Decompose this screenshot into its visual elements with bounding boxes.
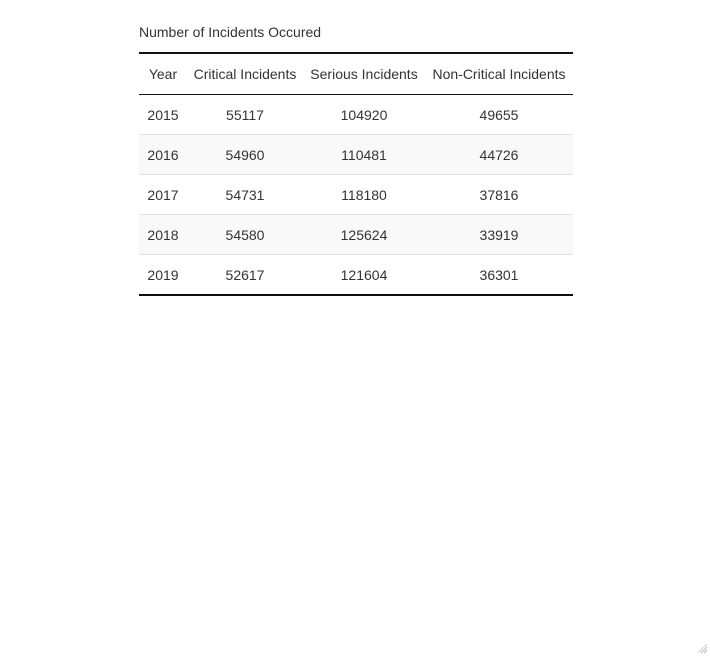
resize-grip-icon[interactable] bbox=[698, 644, 708, 654]
cell-critical: 55117 bbox=[187, 95, 303, 135]
table-row bbox=[139, 215, 573, 255]
cell-non-critical: 36301 bbox=[479, 266, 519, 283]
cell-serious: 118180 bbox=[303, 175, 425, 215]
cell-serious: 125624 bbox=[303, 215, 425, 255]
cell-year: 2017 bbox=[139, 175, 187, 215]
cell-critical: 54580 bbox=[187, 215, 303, 255]
cell-serious: 121604 bbox=[340, 266, 388, 283]
table-caption: Number of Incidents Occured bbox=[139, 24, 322, 40]
cell-serious: 104920 bbox=[303, 95, 425, 135]
cell-year: 2018 bbox=[139, 215, 187, 255]
cell-non-critical: 44726 bbox=[425, 135, 573, 175]
cell-critical: 54960 bbox=[187, 135, 303, 175]
cell-critical: 54731 bbox=[187, 175, 303, 215]
cell-year: 2015 bbox=[139, 95, 187, 135]
table-row bbox=[139, 135, 573, 175]
cell-non-critical: 37816 bbox=[425, 175, 573, 215]
column-header-critical: Critical Incidents bbox=[187, 53, 303, 95]
column-header-serious: Serious Incidents bbox=[303, 53, 425, 95]
cell-non-critical: 33919 bbox=[425, 215, 573, 255]
column-header-non-critical: Non-Critical Incidents bbox=[425, 53, 573, 95]
cell-critical: 52617 bbox=[225, 266, 265, 283]
cell-non-critical: 49655 bbox=[425, 95, 573, 135]
table-row bbox=[139, 175, 573, 215]
table-row bbox=[139, 95, 573, 135]
cell-year: 2016 bbox=[139, 135, 187, 175]
table-header-row bbox=[139, 53, 573, 95]
cell-serious: 110481 bbox=[303, 135, 425, 175]
table-row bbox=[139, 255, 573, 296]
column-header-year: Year bbox=[139, 53, 187, 95]
incidents-table bbox=[139, 52, 573, 296]
cell-year: 2019 bbox=[147, 266, 179, 283]
